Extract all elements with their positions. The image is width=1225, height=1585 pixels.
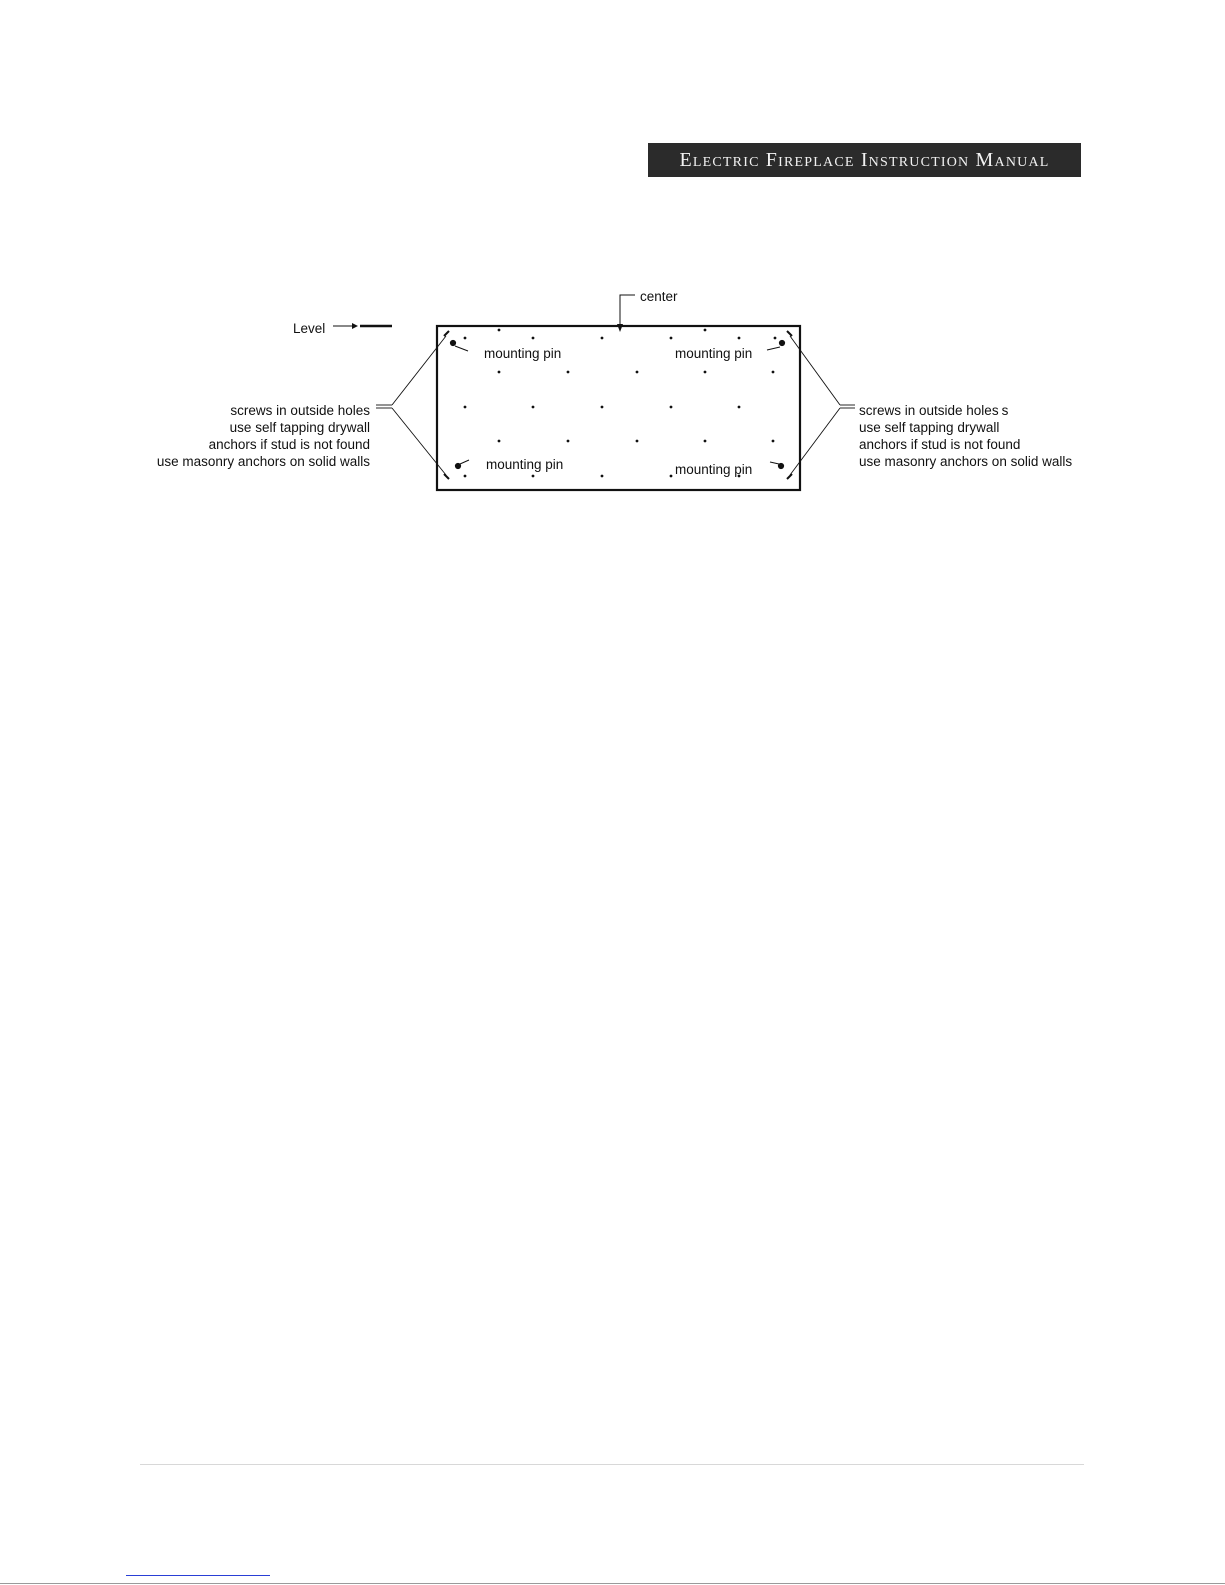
mounting-pin-label-top-left: mounting pin	[484, 346, 562, 361]
left-note-leaders	[376, 336, 446, 475]
footer-divider	[140, 1464, 1084, 1465]
mounting-pin-label-bottom-left: mounting pin	[486, 457, 564, 472]
left-installation-note	[150, 402, 370, 470]
note-line: use self tapping drywall	[859, 420, 1000, 435]
mounting-diagram	[0, 280, 1225, 510]
right-installation-note	[859, 402, 1072, 470]
note-line: screws in outside holes	[230, 403, 370, 418]
page-bottom-rule	[0, 1583, 1225, 1584]
note-line: use self tapping drywall	[229, 420, 370, 435]
footer-link-underline[interactable]	[126, 1575, 270, 1576]
note-suffix: s	[1001, 403, 1009, 418]
mounting-pin-label-bottom-right: mounting pin	[675, 462, 753, 477]
level-label: Level	[293, 321, 326, 336]
note-line: use masonry anchors on solid walls	[859, 454, 1073, 469]
manual-header-bar	[648, 143, 1081, 177]
center-leader	[620, 295, 635, 328]
mounting-pin-label-top-right: mounting pin	[675, 346, 753, 361]
note-line: anchors if stud is not found	[208, 437, 370, 452]
note-line: anchors if stud is not found	[859, 437, 1021, 452]
note-line: use masonry anchors on solid walls	[156, 454, 370, 469]
manual-title: Electric Fireplace Instruction Manual	[679, 148, 1050, 171]
note-line: screws in outside holes	[859, 403, 999, 418]
center-label: center	[640, 289, 678, 304]
